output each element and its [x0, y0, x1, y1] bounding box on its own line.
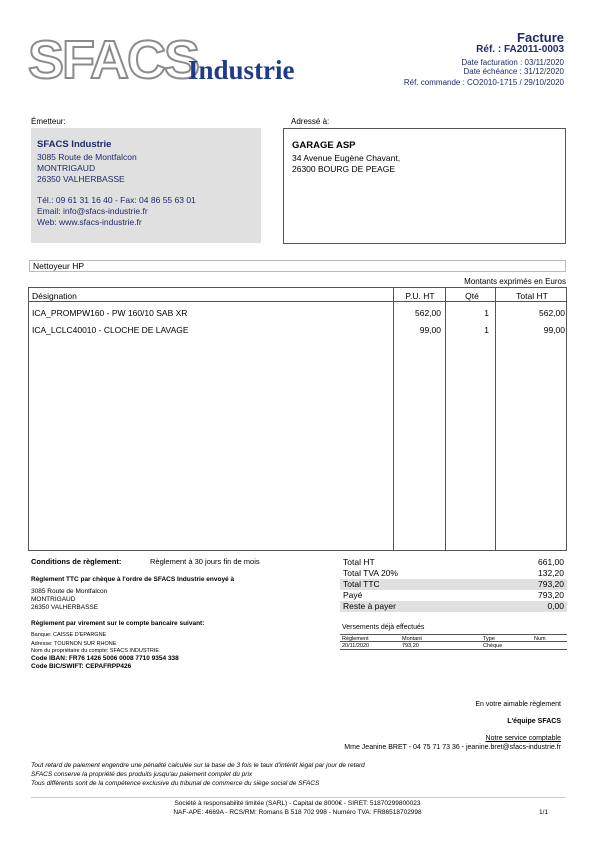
- row-unit-price: 99,00: [419, 325, 441, 335]
- payments-header-num: Num: [534, 636, 546, 642]
- recipient-box: [283, 128, 566, 244]
- total-row: [340, 568, 567, 579]
- items-table: [28, 287, 567, 551]
- total-label: Total TTC: [343, 579, 380, 589]
- header-total: Total HT: [516, 291, 548, 301]
- total-row: [340, 557, 567, 568]
- total-label: Total TVA 20%: [343, 568, 398, 578]
- order-reference: Réf. commande : CO2010-1715 / 29/10/2020: [403, 78, 564, 87]
- sender-box: [31, 128, 261, 243]
- conditions-label: Conditions de règlement:: [31, 557, 122, 566]
- column-divider: [495, 288, 496, 550]
- payment-date: 20/11/2020: [342, 643, 370, 649]
- sender-address-2: MONTRIGAUD: [37, 163, 96, 173]
- table-header: [29, 288, 566, 302]
- header-unit-price: P.U. HT: [405, 291, 435, 301]
- bank-address: Adresse: TOURNON SUR RHONE: [31, 641, 117, 647]
- column-divider: [393, 288, 394, 550]
- recipient-address-2: 26300 BOURG DE PEAGE: [292, 164, 395, 174]
- legal-line: Tout retard de paiement engendre une pénalité calculée sur la base de 3 fois le taux d'intérêt légal par jour de retard: [31, 762, 365, 769]
- company-logo: [28, 30, 318, 90]
- legal-line: SFACS conserve la propriété des produits jusqu'au paiement complet du prix: [31, 771, 253, 778]
- invoice-reference: Réf. : FA2011-0003: [476, 44, 564, 55]
- total-label: Reste à payer: [343, 601, 396, 611]
- total-value: 132,20: [538, 568, 564, 578]
- row-quantity: 1: [484, 308, 489, 318]
- recipient-name: GARAGE ASP: [292, 140, 356, 151]
- recipient-address-1: 34 Avenue Eugène Chavant,: [292, 153, 401, 163]
- invoice-date: Date facturation : 03/11/2020: [461, 58, 564, 67]
- total-label: Total HT: [343, 557, 375, 567]
- total-row: [340, 590, 567, 601]
- invoice-subject: Nettoyeur HP: [29, 260, 566, 272]
- sender-name: SFACS Industrie: [37, 139, 112, 150]
- transfer-title: Règlement par virement sur le compte bancaire suivant:: [31, 620, 205, 627]
- total-value: 793,20: [538, 590, 564, 600]
- sender-address-3: 26350 VALHERBASSE: [37, 174, 125, 184]
- header-designation: Désignation: [32, 291, 77, 301]
- page-number: 1/1: [538, 809, 548, 816]
- sender-address-1: 3085 Route de Montfalcon: [37, 152, 137, 162]
- payments-header-date: Règlement: [342, 636, 369, 642]
- conditions-value: Règlement à 30 jours fin de mois: [150, 557, 260, 566]
- payment-conditions: [31, 558, 121, 566]
- cheque-title: Règlement TTC par chèque à l'ordre de SFACS Industrie envoyé à: [31, 576, 235, 583]
- total-value: 793,20: [538, 579, 564, 589]
- closing-team: L'équipe SFACS: [507, 718, 561, 725]
- payments-row: [340, 642, 567, 650]
- closing-contact: Mme Jeanine BRET - 04 75 71 73 36 - jeanine.bret@sfacs-industrie.fr: [344, 744, 561, 751]
- footer-line-1: Société à responsabilité limitée (SARL) - Capital de 8000€ - SIRET: 51870299800023: [174, 800, 421, 807]
- row-total: 562,00: [539, 308, 565, 318]
- row-designation: ICA_PROMPW160 - PW 160/10 SAB XR: [32, 308, 188, 318]
- currency-note: Montants exprimés en Euros: [464, 277, 566, 286]
- row-quantity: 1: [484, 325, 489, 335]
- account-owner: Nom du propriétaire du compte: SFACS INDUSTRIE: [31, 648, 160, 654]
- payments-header-amount: Montant: [402, 636, 422, 642]
- payments-header-type: Type: [483, 636, 495, 642]
- header-quantity: Qté: [465, 291, 479, 301]
- payment-type: Chèque: [483, 643, 503, 649]
- sender-email: Email: info@sfacs-industrie.fr: [37, 206, 148, 216]
- due-date: Date échéance : 31/12/2020: [463, 67, 564, 76]
- cheque-address-3: 26350 VALHERBASSE: [31, 604, 99, 611]
- total-row: [340, 579, 567, 590]
- footer-divider: [31, 797, 566, 798]
- payments-header: [340, 634, 567, 642]
- sender-website: Web: www.sfacs-industrie.fr: [37, 217, 142, 227]
- bic: Code BIC/SWIFT: CEPAFRPP426: [31, 663, 132, 670]
- column-divider: [445, 288, 446, 550]
- sender-phone: Tél.: 09 61 31 16 40 - Fax: 04 86 55 63 01: [37, 195, 196, 205]
- legal-line: Tous différents sont de la compétence exclusive du tribunal de commerce du siège social de SFACS: [31, 780, 320, 787]
- document-title: Facture: [517, 30, 564, 45]
- total-value: 661,00: [538, 557, 564, 567]
- logo-suffix-text: Industrie: [188, 55, 295, 85]
- row-designation: ICA_LCLC40010 - CLOCHE DE LAVAGE: [32, 325, 189, 335]
- closing-service: Notre service comptable: [485, 735, 561, 742]
- cheque-section: [31, 576, 234, 584]
- total-value: 0,00: [547, 601, 564, 611]
- sender-label: Émetteur:: [31, 117, 66, 126]
- footer-line-2: NAF-APE: 4669A - RCS/RM: Romans B 518 702 998 - Numéro TVA: FR86518702998: [173, 809, 422, 816]
- payments-done-table: [340, 634, 567, 650]
- payment-amount: 793,20: [402, 643, 419, 649]
- cheque-address-1: 3085 Route de Montfalcon: [31, 588, 108, 595]
- row-total: 99,00: [543, 325, 565, 335]
- total-label: Payé: [343, 590, 363, 600]
- closing-greeting: En votre aimable règlement: [475, 701, 561, 708]
- bank-name: Banque: CAISSE D'EPARGNE: [31, 632, 107, 638]
- recipient-label: Adressé à:: [291, 117, 330, 126]
- row-unit-price: 562,00: [415, 308, 441, 318]
- cheque-address-2: MONTRIGAUD: [31, 596, 76, 603]
- total-row: [340, 601, 567, 612]
- transfer-section: [31, 620, 204, 628]
- iban-block: [31, 655, 179, 663]
- bic-block: [31, 663, 131, 671]
- iban: Code IBAN: FR76 1426 5006 0008 7710 9354 338: [31, 655, 179, 662]
- logo-brand-text: SFACS: [28, 30, 199, 90]
- payments-done-title: Versements déjà effectués: [342, 624, 425, 631]
